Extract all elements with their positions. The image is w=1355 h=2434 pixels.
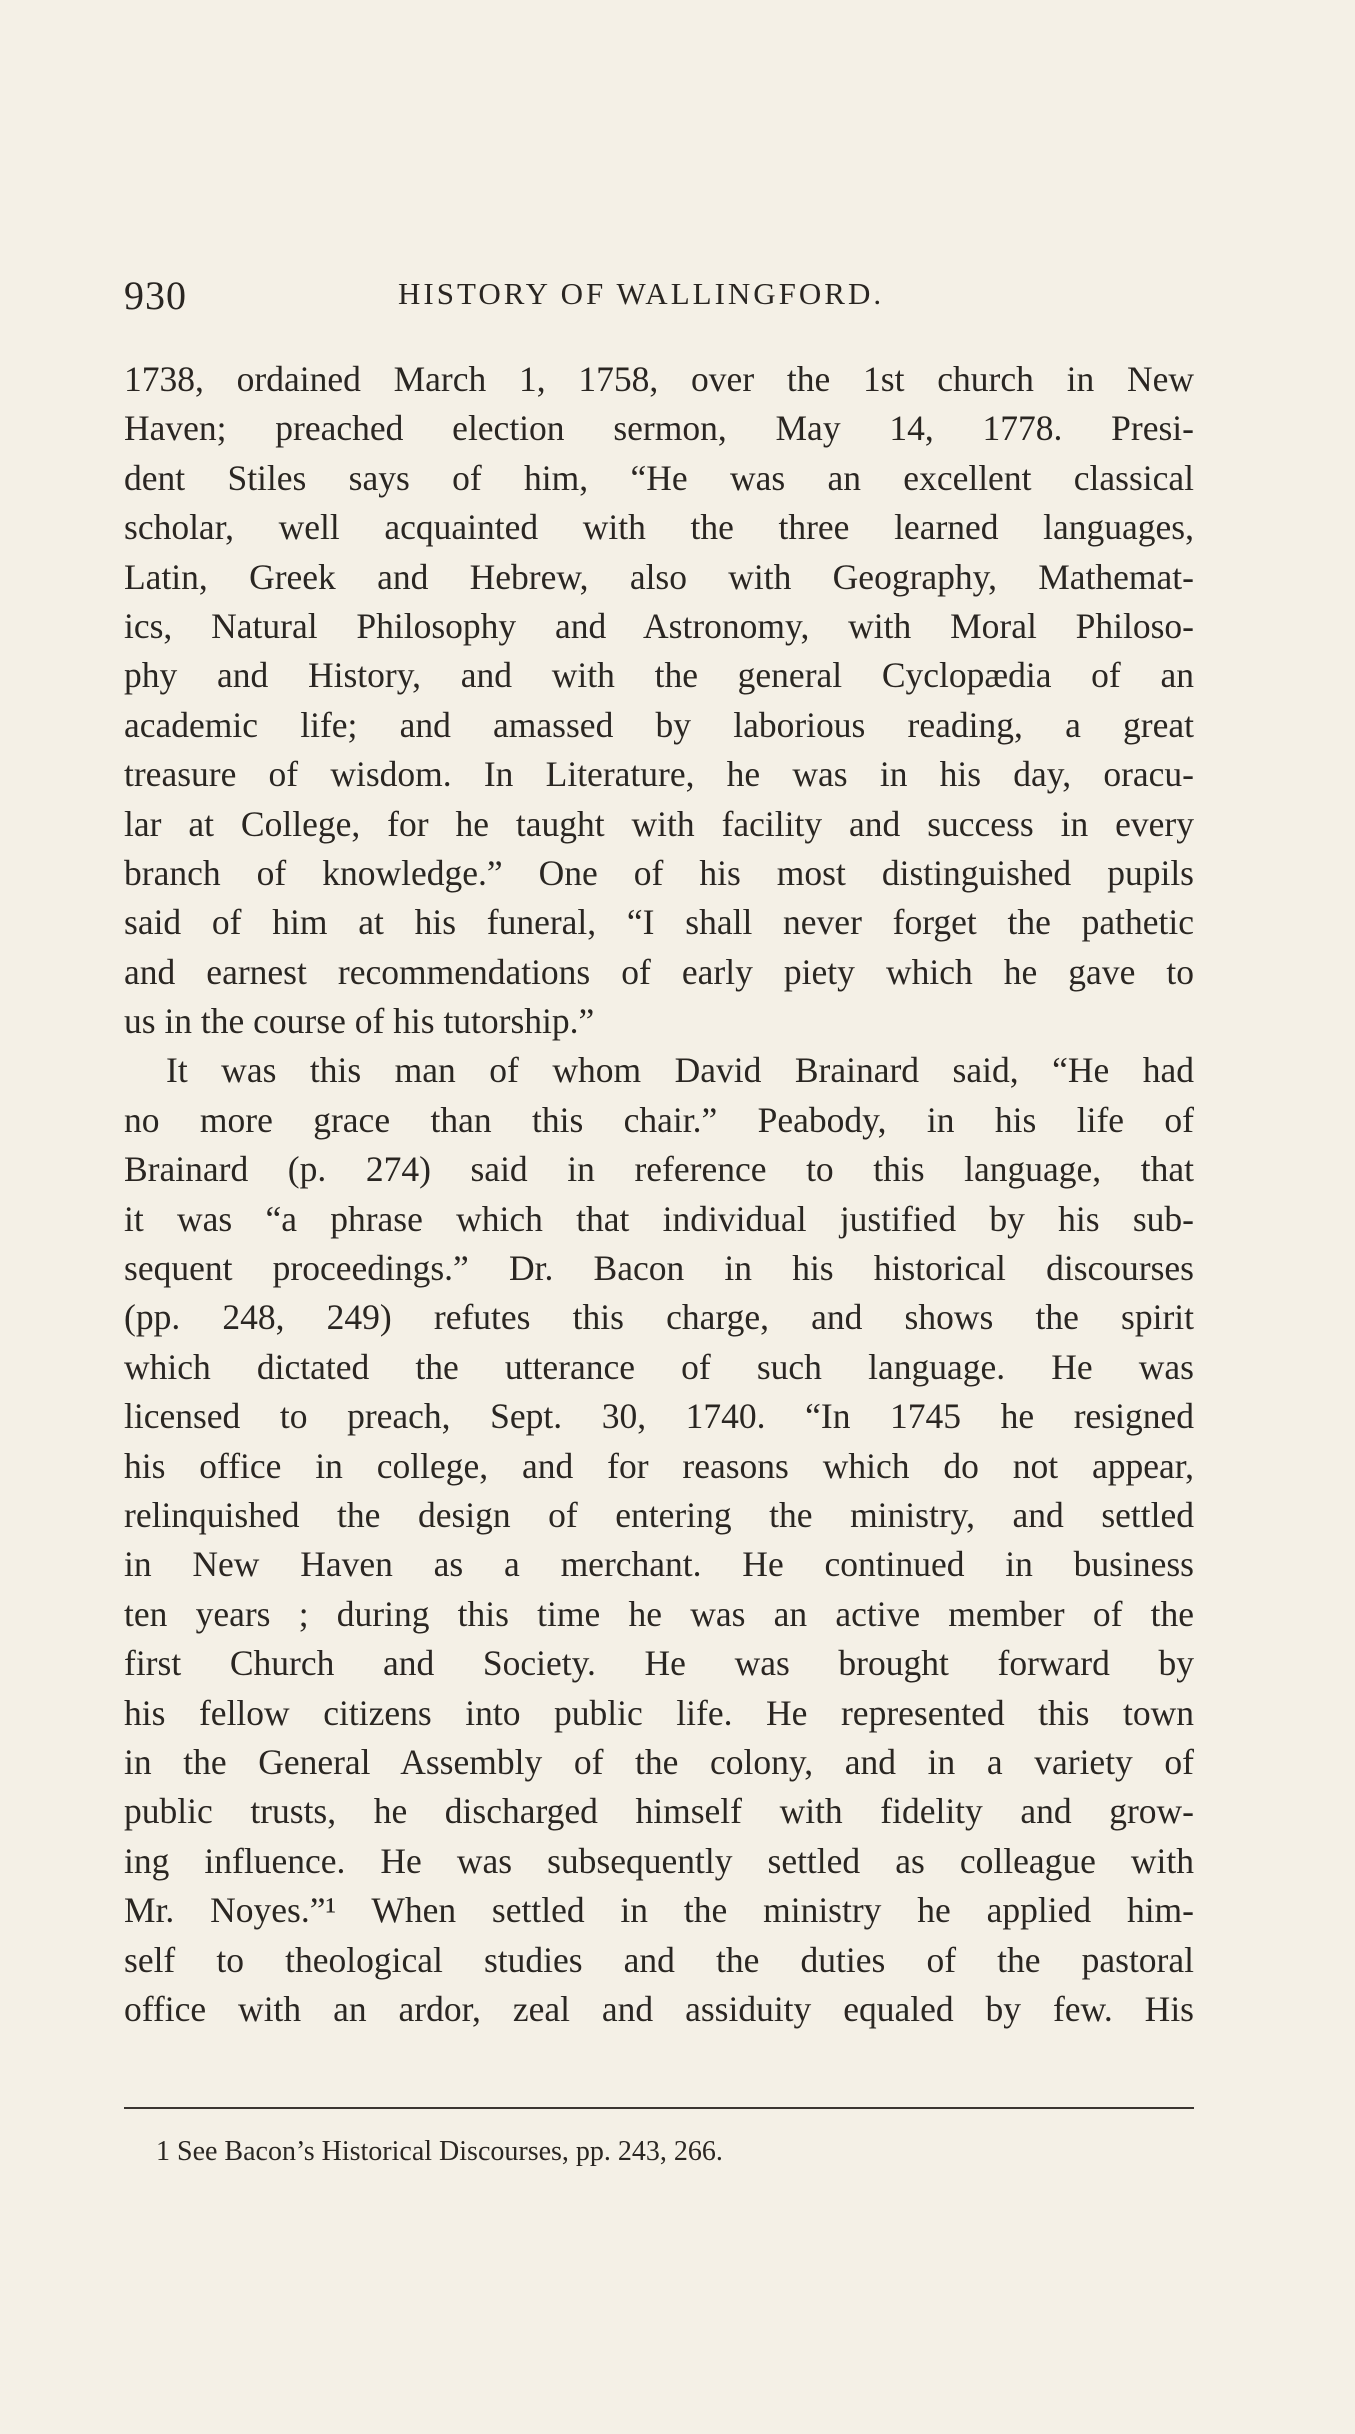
- text-line: first Church and Society. He was brought forward by: [124, 1643, 1194, 1684]
- text-line: in New Haven as a merchant. He continued in business: [124, 1544, 1194, 1585]
- text-line: self to theological studies and the duties of the pastoral: [124, 1939, 1194, 1980]
- text-line: It was this man of whom David Brainard said, “He had: [166, 1050, 1194, 1091]
- text-line: sequent proceedings.” Dr. Bacon in his historical discourses: [124, 1248, 1194, 1289]
- page-number: 930: [124, 273, 187, 318]
- text-line: ics, Natural Philosophy and Astronomy, with Moral Philoso-: [124, 605, 1194, 646]
- page-header: [124, 272, 1194, 322]
- text-line: lar at College, for he taught with facility and success in every: [124, 803, 1194, 844]
- text-line: treasure of wisdom. In Literature, he was in his day, oracu-: [124, 754, 1194, 795]
- text-line: said of him at his funeral, “I shall never forget the pathetic: [124, 902, 1194, 943]
- text-line: dent Stiles says of him, “He was an excellent classical: [124, 457, 1194, 498]
- text-line: office with an ardor, zeal and assiduity equaled by few. His: [124, 1988, 1194, 2029]
- footnote: 1 See Bacon’s Historical Discourses, pp. 243, 266.: [156, 2136, 723, 2167]
- text-line: licensed to preach, Sept. 30, 1740. “In 1745 he resigned: [124, 1396, 1194, 1437]
- text-line: his office in college, and for reasons which do not appear,: [124, 1445, 1194, 1486]
- text-line: public trusts, he discharged himself with fidelity and grow-: [124, 1791, 1194, 1832]
- text-line: us in the course of his tutorship.”: [124, 1001, 595, 1042]
- text-line: no more grace than this chair.” Peabody, in his life of: [124, 1099, 1194, 1140]
- running-title: HISTORY OF WALLINGFORD.: [398, 276, 885, 311]
- text-line: Latin, Greek and Hebrew, also with Geography, Mathemat-: [124, 556, 1194, 597]
- text-line: (pp. 248, 249) refutes this charge, and shows the spirit: [124, 1297, 1194, 1338]
- text-line: branch of knowledge.” One of his most distinguished pupils: [124, 852, 1194, 893]
- body-text: [124, 355, 1194, 2034]
- text-line: and earnest recommendations of early piety which he gave to: [124, 951, 1194, 992]
- text-line: which dictated the utterance of such language. He was: [124, 1346, 1194, 1387]
- text-line: relinquished the design of entering the ministry, and settled: [124, 1494, 1194, 1535]
- text-line: it was “a phrase which that individual justified by his sub-: [124, 1198, 1194, 1239]
- text-line: in the General Assembly of the colony, and in a variety of: [124, 1741, 1194, 1782]
- text-line: scholar, well acquainted with the three learned languages,: [124, 507, 1194, 548]
- footnote-rule: [124, 2107, 1194, 2109]
- text-line: ten years ; during this time he was an active member of the: [124, 1593, 1194, 1634]
- text-line: 1738, ordained March 1, 1758, over the 1st church in New: [124, 359, 1194, 399]
- text-line: Haven; preached election sermon, May 14, 1778. Presi-: [124, 408, 1194, 449]
- text-line: academic life; and amassed by laborious reading, a great: [124, 704, 1194, 745]
- text-line: Mr. Noyes.”¹ When settled in the ministry he applied him-: [124, 1890, 1194, 1931]
- text-line: ing influence. He was subsequently settled as colleague with: [124, 1840, 1194, 1881]
- text-line: phy and History, and with the general Cyclopædia of an: [124, 655, 1194, 696]
- text-line: his fellow citizens into public life. He represented this town: [124, 1692, 1194, 1733]
- text-line: Brainard (p. 274) said in reference to this language, that: [124, 1149, 1194, 1190]
